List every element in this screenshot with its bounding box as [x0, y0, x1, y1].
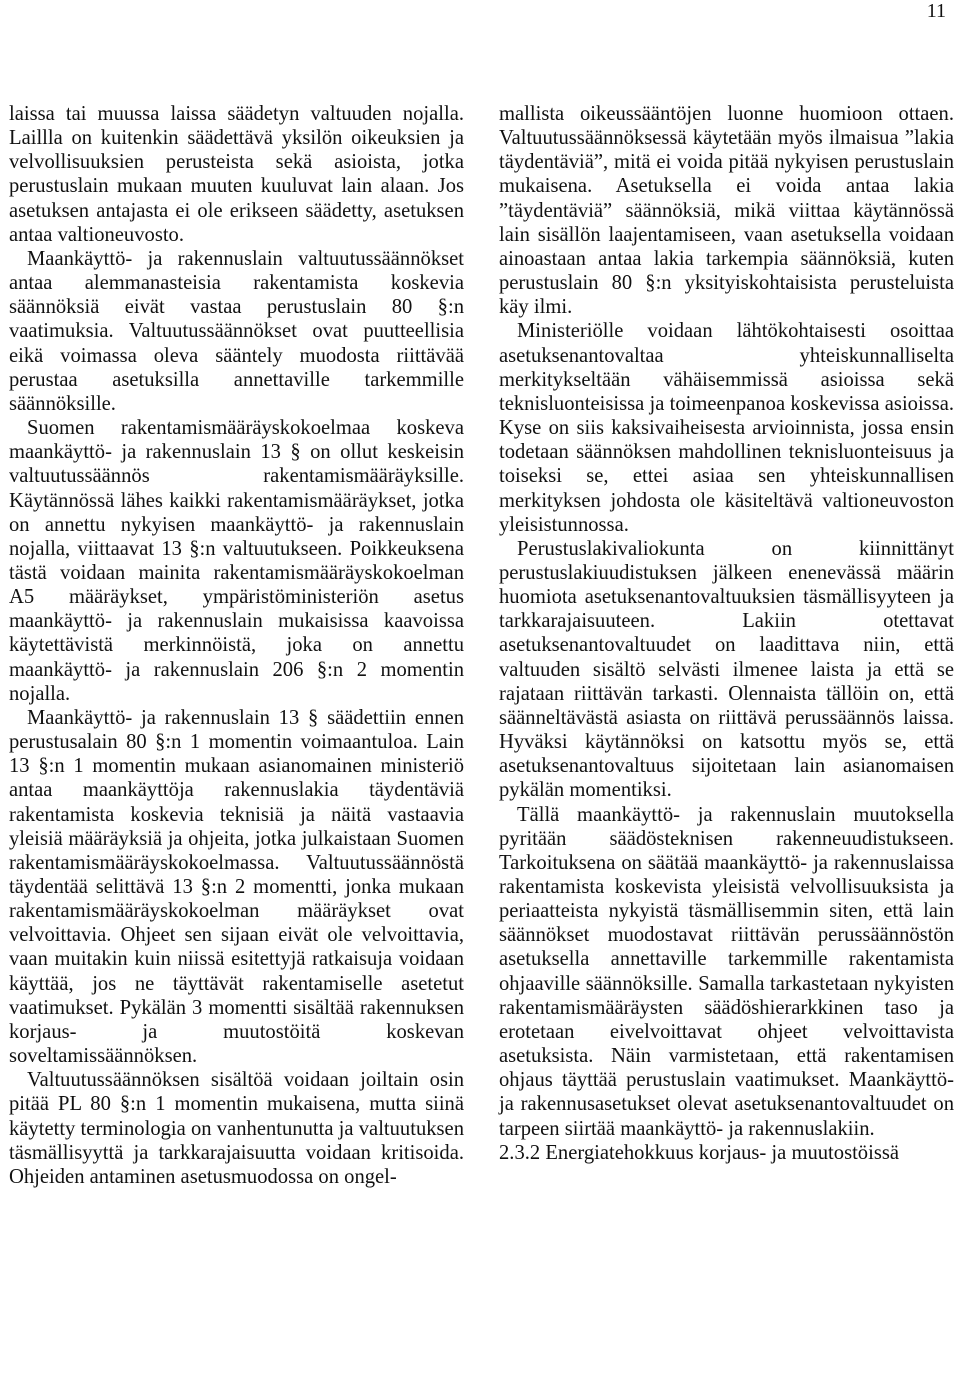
paragraph: laissa tai muussa laissa säädetyn valtuuden nojalla. Laillla on kuitenkin säädettävä yksilön oikeuksien ja velvollisuuksien perusteista sekä asioista, jotka perustuslain mukaan muuten kuuluvat lain alaan. Jos asetuksen antajasta ei ole erikseen säädetty, asetuksen antaa valtioneuvosto.: [9, 103, 464, 246]
paragraph: Tällä maankäyttö- ja rakennuslain muutoksella pyritään säädösteknisen rakenneuudistukseen. Tarkoituksena on säätää maankäyttö- ja rakennuslaissa rakentamista koskevista yleisistä velvollisuuksista ja periaatteista nykyistä täsmällisemmin siten, että lain säännökset muodostavat riittävän perussäännöstön asetuksella annettaville tarkemmille rakentamista ohjaaville säännöksille. Samalla tarkastetaan nykyisten rakentamismääräysten säädöshierarkkinen taso ja erotetaan eivelvoittavat ohjeet velvoittavista asetuksista. Näin varmistetaan, että rakentamisen ohjaus täyttää perustuslain vaatimukset. Maankäyttö- ja rakennusasetukset olevat asetuksenantovaltuudet on tarpeen siirtää maankäyttö- ja rakennuslakiin.: [499, 803, 954, 1140]
paragraph: Ministeriölle voidaan lähtökohtaisesti osoittaa asetuksenantovaltaa yhteiskunnalliselta merkitykseltään vähäisemmissä asioissa sekä teknisluonteisissa ja toimeenpanoa koskevissa asioissa. Kyse on siis kaksivaiheisesta arvioinnista, jossa ensin todetaan säännöksen mahdollinen teknisluonteisuus ja toiseksi se, ettei asiaa sen yhteiskunnallisen merkityksen johdosta ole käsiteltävä valtioneuvoston yleisistunnossa.: [499, 320, 954, 536]
section-heading: 2.3.2 Energiatehokkuus korjaus- ja muutostöissä: [499, 1141, 899, 1164]
paragraph: mallista oikeussääntöjen luonne huomioon ottaen. Valtuutussäännöksessä käytetään myös ilmaisua ”lakia täydentäviä”, mitä ei voida pitää nykyisen perustuslain mukaisena. Asetuksella ei voida antaa lakia ”täydentäviä” säännöksiä, mikä viittaa käytännössä lain sisällön laajentamiseen, vaan asetuksella voidaan ainoastaan antaa lakia tarkempia säännöksiä, kuten perustuslain 80 §:n yksityiskohtaisista perusteluista käy ilmi.: [499, 103, 954, 319]
left-column: [9, 102, 464, 1189]
page-number: 11: [926, 0, 946, 22]
paragraph: Maankäyttö- ja rakennuslain 13 § säädettiin ennen perustusalain 80 §:n 1 momentin voimaantuloa. Lain 13 §:n 1 momentin mukaan asianomainen ministeriö antaa maankäyttöja rakennuslakia täydentäviä rakentamista koskevia teknisiä ja näitä vastaavia yleisiä määräyksiä ja ohjeita, jotka julkaistaan Suomen rakentamismääräyskokoelmassa. Valtuutussäännöstä täydentää selittävä 13 §:n 2 momentti, jonka mukaan rakentamismääräyskokoelman määräykset ovat velvoittavia. Ohjeet sen sijaan eivät ole velvoittavia, vaan muitakin kuin niissä esitettyjä ratkaisuja voidaan käyttää, jos ne täyttävät rakentamiselle asetetut vaatimukset. Pykälän 3 momentti sisältää rakennuksen korjaus- ja muutostöitä koskevan soveltamissäännöksen.: [9, 706, 464, 1068]
paragraph: Valtuutussäännöksen sisältöä voidaan joiltain osin pitää PL 80 §:n 1 momentin mukaisena, mutta siinä käytetty terminologia on vanhentunutta ja valtuutuksen täsmällisyyttä ja tarkkarajaisuutta voidaan kritisoida. Ohjeiden antaminen asetusmuodossa on ongel-: [9, 1069, 464, 1188]
right-column: [499, 102, 954, 1165]
paragraph: Perustuslakivaliokunta on kiinnittänyt perustuslakiuudistuksen jälkeen enenevässä määrin huomiota asetuksenantovaltuuksien täsmällisyyteen ja tarkkarajaisuuteen. Lakiin otettavat asetuksenantovaltuudet on laadittava niin, että valtuuden sisältö selvästi ilmenee laista ja että se rajataan riittävän tarkasti. Olennaista tällöin on, että säänneltävästä asiasta on riittävä perussäännös laissa. Hyväksi käytännöksi on katsottu myös se, että asetuksenantovaltuus sijoitetaan lain asianomaisen pykälän momentiksi.: [499, 537, 954, 802]
paragraph: Suomen rakentamismääräyskokoelmaa koskeva maankäyttö- ja rakennuslain 13 § on ollut keskeisin valtuutussäännös rakentamismääräyksille. Käytännössä lähes kaikki rakentamismääräykset, jotka on annettu nykyisen maankäyttö- ja rakennuslain nojalla, viittaavat 13 §:n valtuutukseen. Poikkeuksena tästä voidaan mainita rakentamismääräyskokoelman A5 määräykset, ympäristöministeriön asetus maankäyttö- ja rakennuslain mukaisissa kaavoissa käytettävistä merkinnöistä, joka on annettu maankäyttö- ja rakennuslain 206 §:n 2 momentin nojalla.: [9, 417, 464, 705]
paragraph: Maankäyttö- ja rakennuslain valtuutussäännökset antaa alemmanasteisia rakentamista koskevia säännöksiä eivät vastaa perustuslain 80 §:n vaatimuksia. Valtuutussäännökset ovat puutteellisia eikä voimassa oleva sääntely muodosta riittävää perustaa asetuksilla annettaville tarkemmille säännöksille.: [9, 247, 464, 415]
